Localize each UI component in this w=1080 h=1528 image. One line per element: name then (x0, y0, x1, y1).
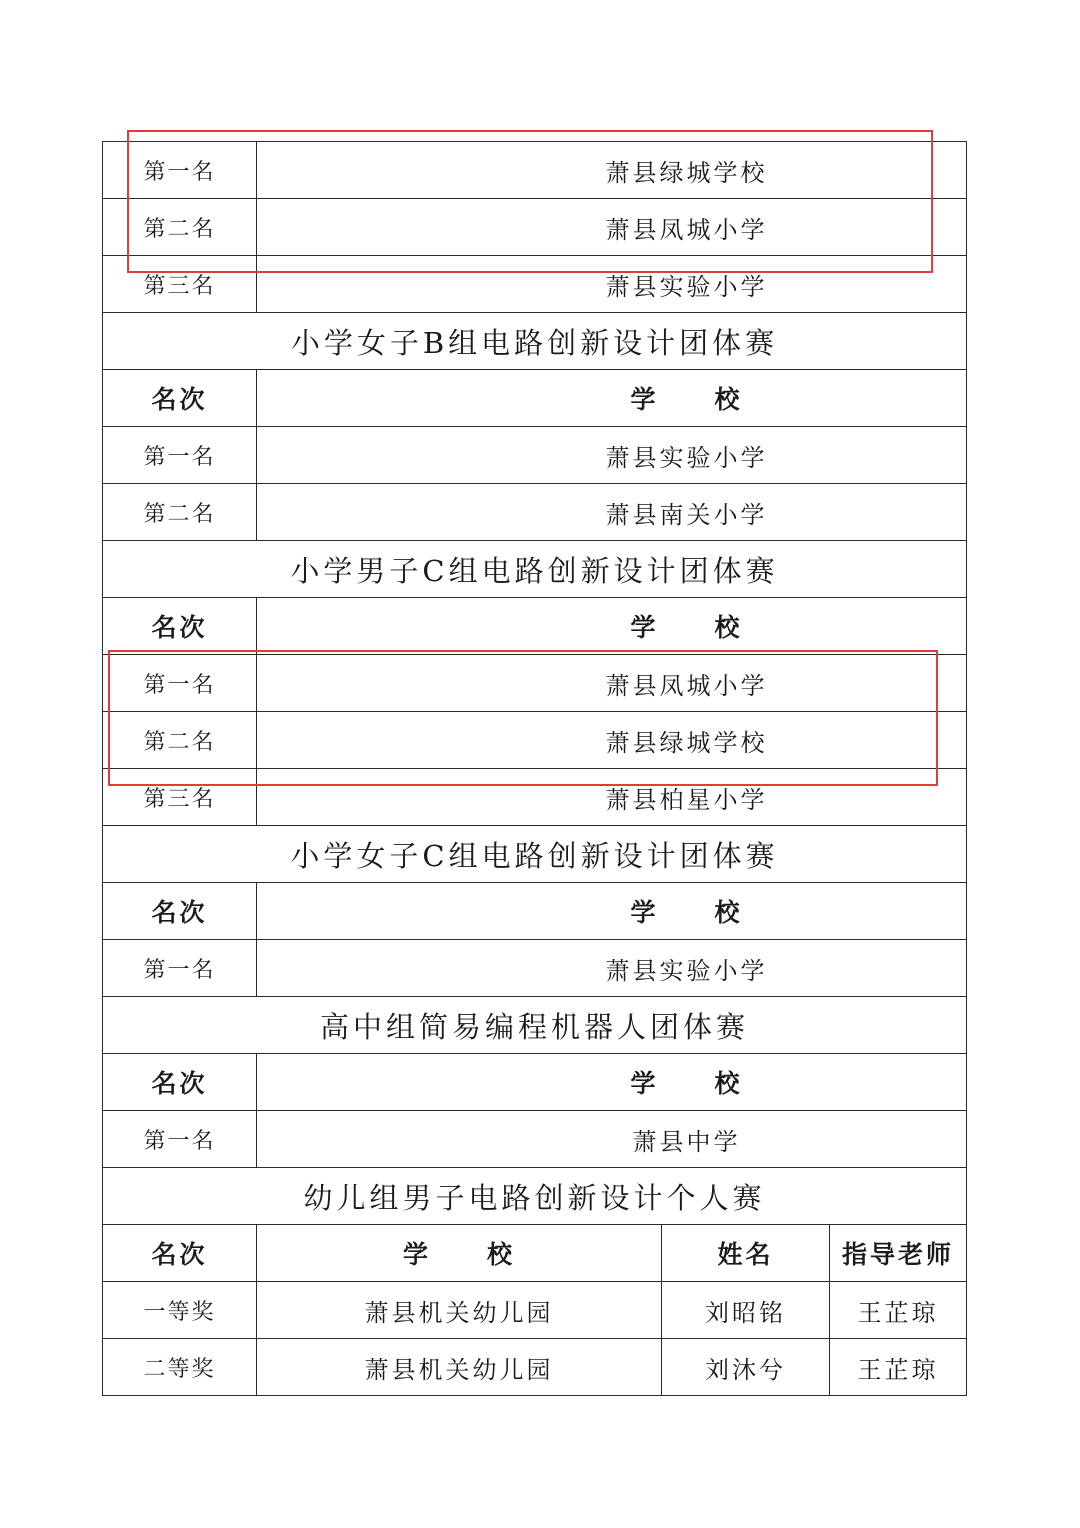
rank-cell: 第二名 (103, 199, 257, 256)
table-row (103, 655, 967, 712)
school-header: 学 校 (257, 1225, 662, 1282)
section-title-row (103, 997, 967, 1054)
school-header: 学 校 (257, 883, 967, 940)
rank-header: 名次 (103, 883, 257, 940)
section-title-row (103, 1168, 967, 1225)
table-row (103, 769, 967, 826)
rank-cell: 第二名 (103, 484, 257, 541)
school-cell: 萧县南关小学 (257, 484, 967, 541)
table-row (103, 1282, 967, 1339)
rank-cell: 第一名 (103, 1111, 257, 1168)
rank-cell: 第二名 (103, 712, 257, 769)
teacher-header: 指导老师 (830, 1225, 967, 1282)
rank-header: 名次 (103, 1054, 257, 1111)
rank-header: 名次 (103, 598, 257, 655)
table-row (103, 199, 967, 256)
school-cell: 萧县柏星小学 (257, 769, 967, 826)
table-row (103, 256, 967, 313)
school-cell: 萧县机关幼儿园 (257, 1339, 662, 1396)
table-row (103, 712, 967, 769)
results-table (102, 141, 967, 1396)
school-cell: 萧县绿城学校 (257, 142, 967, 199)
school-cell: 萧县凤城小学 (257, 655, 967, 712)
rank-cell: 第一名 (103, 940, 257, 997)
section-title: 幼儿组男子电路创新设计个人赛 (103, 1168, 967, 1225)
name-cell: 刘昭铭 (662, 1282, 830, 1339)
table-row (103, 484, 967, 541)
section-title: 小学女子B组电路创新设计团体赛 (103, 313, 967, 370)
section-title: 高中组简易编程机器人团体赛 (103, 997, 967, 1054)
school-cell: 萧县凤城小学 (257, 199, 967, 256)
teacher-cell: 王芷琼 (830, 1339, 967, 1396)
school-header: 学 校 (257, 370, 967, 427)
table-row (103, 1339, 967, 1396)
rank-header: 名次 (103, 1225, 257, 1282)
table-row (103, 142, 967, 199)
school-cell: 萧县绿城学校 (257, 712, 967, 769)
name-cell: 刘沐兮 (662, 1339, 830, 1396)
rank-cell: 第一名 (103, 427, 257, 484)
rank-cell: 第一名 (103, 655, 257, 712)
rank-header: 名次 (103, 370, 257, 427)
school-header: 学 校 (257, 598, 967, 655)
rank-cell: 第三名 (103, 256, 257, 313)
school-cell: 萧县实验小学 (257, 940, 967, 997)
rank-cell: 第一名 (103, 142, 257, 199)
school-cell: 萧县实验小学 (257, 256, 967, 313)
section-title-row (103, 541, 967, 598)
table-row (103, 1111, 967, 1168)
school-cell: 萧县机关幼儿园 (257, 1282, 662, 1339)
teacher-cell: 王芷琼 (830, 1282, 967, 1339)
section-title: 小学男子C组电路创新设计团体赛 (103, 541, 967, 598)
rank-cell: 一等奖 (103, 1282, 257, 1339)
school-cell: 萧县实验小学 (257, 427, 967, 484)
school-header: 学 校 (257, 1054, 967, 1111)
name-header: 姓名 (662, 1225, 830, 1282)
section-title: 小学女子C组电路创新设计团体赛 (103, 826, 967, 883)
rank-cell: 第三名 (103, 769, 257, 826)
header-row (103, 883, 967, 940)
header-row (103, 1054, 967, 1111)
section-title-row (103, 826, 967, 883)
table-row (103, 427, 967, 484)
school-cell: 萧县中学 (257, 1111, 967, 1168)
section-title-row (103, 313, 967, 370)
table-row (103, 940, 967, 997)
header-row (103, 370, 967, 427)
rank-cell: 二等奖 (103, 1339, 257, 1396)
header-row (103, 598, 967, 655)
header-row (103, 1225, 967, 1282)
